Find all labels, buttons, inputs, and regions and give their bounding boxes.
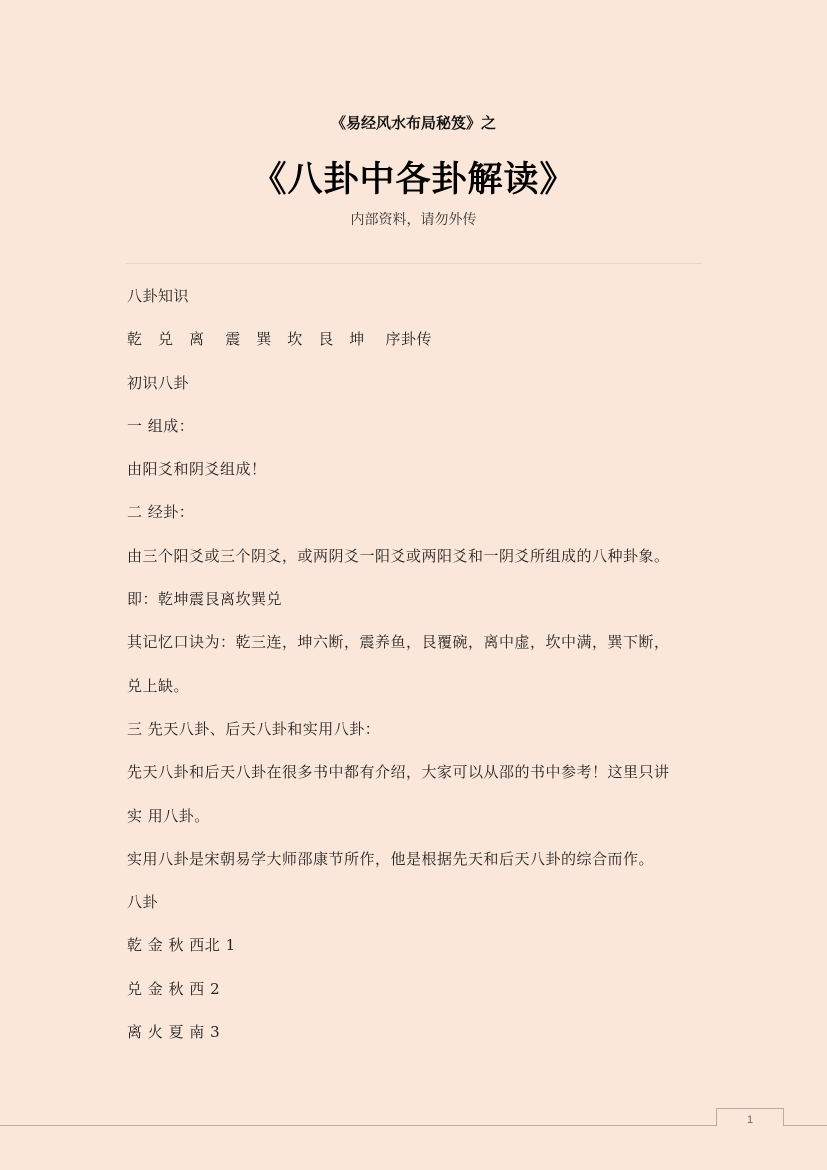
body-line: 由三个阳爻或三个阴爻，或两阴爻一阳爻或两阳爻和一阴爻所组成的八种卦象。 (127, 546, 670, 565)
body-line: 三 先天八卦、后天八卦和实用八卦： (127, 719, 381, 738)
document-body (127, 284, 707, 1063)
body-line: 一 组成： (127, 416, 195, 435)
body-line: 实 用八卦。 (127, 806, 210, 825)
document-title: 《八卦中各卦解读》 (251, 160, 576, 200)
footer-divider (0, 1125, 827, 1126)
body-line: 乾 金 秋 西北 1 (127, 936, 236, 955)
body-line: 兑 金 秋 西 2 (127, 979, 221, 998)
body-line: 初识八卦 (127, 373, 190, 392)
document-subtitle: 内部资料，请勿外传 (350, 212, 477, 228)
page-number: 1 (716, 1108, 784, 1126)
body-line: 二 经卦： (127, 503, 195, 522)
body-line: 兑上缺。 (127, 676, 190, 695)
body-line: 八卦 (127, 893, 159, 912)
body-line: 由阳爻和阴爻组成！ (127, 460, 267, 479)
body-line: 先天八卦和后天八卦在很多书中都有介绍，大家可以从邵的书中参考！这里只讲 (127, 763, 670, 782)
body-line: 其记忆口诀为：乾三连，坤六断，震养鱼，艮覆碗，离中虚，坎中满，巽下断， (127, 633, 670, 652)
body-line: 即：乾坤震艮离坎巽兑 (127, 590, 283, 609)
header-divider (126, 263, 702, 264)
body-line: 乾 兑 离 震 巽 坎 艮 坤 序卦传 (127, 330, 433, 349)
body-line: 八卦知识 (127, 287, 190, 305)
body-line: 离 火 夏 南 3 (127, 1023, 221, 1042)
document-supertitle: 《易经风水布局秘笈》之 (330, 114, 496, 132)
body-line: 实用八卦是宋朝易学大师邵康节所作，他是根据先天和后天八卦的综合而作。 (127, 849, 655, 868)
